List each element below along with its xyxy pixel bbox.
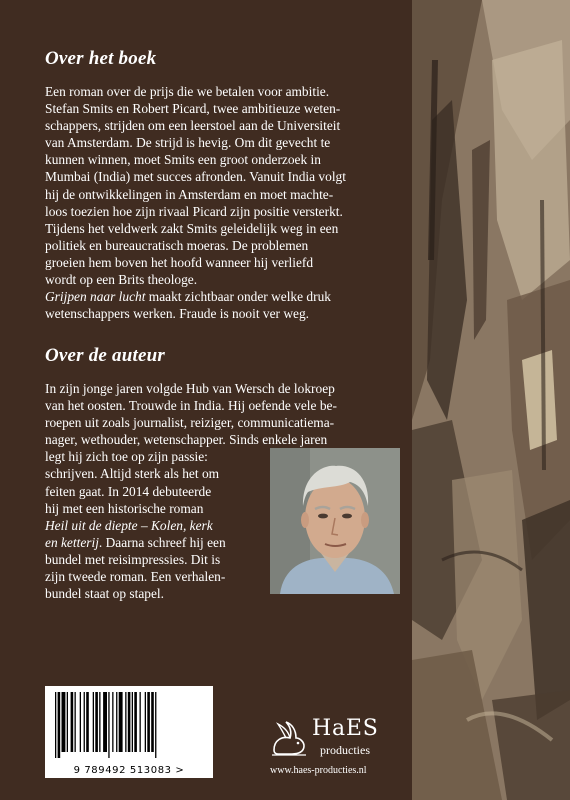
publisher-name: HaES bbox=[312, 716, 379, 741]
author-line: nager, wethouder, wetenschapper. Sinds enkele jaren bbox=[45, 432, 328, 448]
author-line: roepen uit zoals journalist, reiziger, communicatiema- bbox=[45, 415, 335, 431]
publisher-subname: producties bbox=[320, 743, 370, 757]
book-line: kunnen winnen, moet Smits een groot onderzoek in bbox=[45, 152, 321, 168]
barcode-bar bbox=[80, 692, 81, 752]
book-line: wetenschappers werken. Fraude is nooit ver weg. bbox=[45, 306, 310, 322]
hare-icon bbox=[268, 720, 308, 758]
about-book-heading: Over het boek bbox=[45, 48, 157, 69]
author-line: bundel met reisimpressies. Dit is bbox=[45, 551, 221, 567]
barcode-bar bbox=[145, 692, 146, 752]
barcode-bars bbox=[51, 692, 207, 758]
barcode-bar bbox=[134, 692, 137, 752]
barcode-bar bbox=[128, 692, 131, 752]
barcode-bar bbox=[71, 692, 74, 752]
barcode-bar bbox=[75, 692, 76, 752]
author-line-after-title: . Daarna schreef hij een bbox=[98, 534, 226, 550]
author-book-title-italic: en ketterij bbox=[45, 534, 99, 550]
author-portrait-illustration bbox=[270, 448, 400, 594]
publisher-logo bbox=[268, 716, 398, 766]
book-title-italic: Grijpen naar lucht bbox=[45, 289, 146, 305]
barcode-bar bbox=[155, 692, 156, 758]
author-line: feiten gaat. In 2014 debuteerde bbox=[45, 483, 212, 499]
book-line: schappers, strijden om een leerstoel aan de Universiteit bbox=[45, 118, 341, 134]
book-line: Stefan Smits en Robert Picard, twee ambitieuze weten- bbox=[45, 101, 341, 117]
author-line: schrijven. Altijd sterk als het om bbox=[45, 466, 220, 482]
barcode-digits: 9 789492 513083 > bbox=[73, 765, 185, 776]
barcode-bar bbox=[125, 692, 126, 752]
book-line: Mumbai (India) met succes afronden. Vanuit India volgt bbox=[45, 169, 346, 185]
barcode-bar bbox=[151, 692, 154, 752]
book-line-after-title: maakt zichtbaar onder welke druk bbox=[145, 289, 331, 305]
cover-artwork-strip bbox=[412, 0, 570, 800]
barcode-bar bbox=[112, 692, 113, 752]
barcode-bar bbox=[99, 692, 100, 752]
book-line: Een roman over de prijs die we betalen voor ambitie. bbox=[45, 84, 330, 99]
barcode-bar bbox=[119, 692, 123, 752]
barcode-bar bbox=[62, 692, 66, 752]
barcode-bar bbox=[108, 692, 109, 758]
barcode-bar bbox=[132, 692, 133, 752]
author-photo bbox=[270, 448, 400, 594]
barcode-bar bbox=[103, 692, 107, 752]
author-line: zijn tweede roman. Een verhalen- bbox=[45, 569, 226, 585]
book-line: Tijdens het veldwerk zakt Smits geleidelijk weg in een bbox=[45, 220, 339, 236]
watercolor-painting bbox=[412, 0, 570, 800]
book-line: loos toezien hoe zijn rivaal Picard zijn positie versterkt. bbox=[45, 203, 343, 219]
barcode-bar bbox=[86, 692, 89, 752]
publisher-website: www.haes-producties.nl bbox=[270, 765, 367, 776]
book-line bbox=[45, 288, 346, 305]
barcode-bar bbox=[147, 692, 150, 752]
about-book-text bbox=[45, 83, 346, 322]
barcode-bar bbox=[116, 692, 117, 752]
author-line: legt hij zich toe op zijn passie: bbox=[45, 449, 208, 465]
author-line: In zijn jonge jaren volgde Hub van Wersch de lokroep bbox=[45, 381, 335, 396]
barcode-bar bbox=[84, 692, 85, 752]
book-line: groeien hem boven het hoofd wanneer hij verliefd bbox=[45, 254, 314, 270]
book-line: van Amsterdam. De strijd is hevig. Om dit gevecht te bbox=[45, 135, 331, 151]
isbn-barcode bbox=[45, 686, 213, 778]
barcode-bar bbox=[95, 692, 98, 752]
author-book-title-italic: Heil uit de diepte – Kolen, kerk bbox=[45, 517, 213, 533]
about-author-heading: Over de auteur bbox=[45, 345, 165, 366]
barcode-bar bbox=[140, 692, 141, 752]
book-line: wordt op een Brits theologe. bbox=[45, 272, 198, 288]
author-line: van het oosten. Trouwde in India. Hij oefende vele be- bbox=[45, 398, 337, 414]
author-line: hij met een historische roman bbox=[45, 500, 204, 516]
barcode-bar bbox=[58, 692, 61, 758]
author-line: bundel staat op stapel. bbox=[45, 586, 164, 602]
book-line: politiek en bureaucratisch moeras. De problemen bbox=[45, 237, 309, 253]
book-line: hij de ontwikkelingen in Amsterdam en moet machte- bbox=[45, 186, 334, 202]
barcode-bar bbox=[93, 692, 94, 752]
barcode-bar bbox=[67, 692, 68, 752]
barcode-bar bbox=[55, 692, 56, 758]
